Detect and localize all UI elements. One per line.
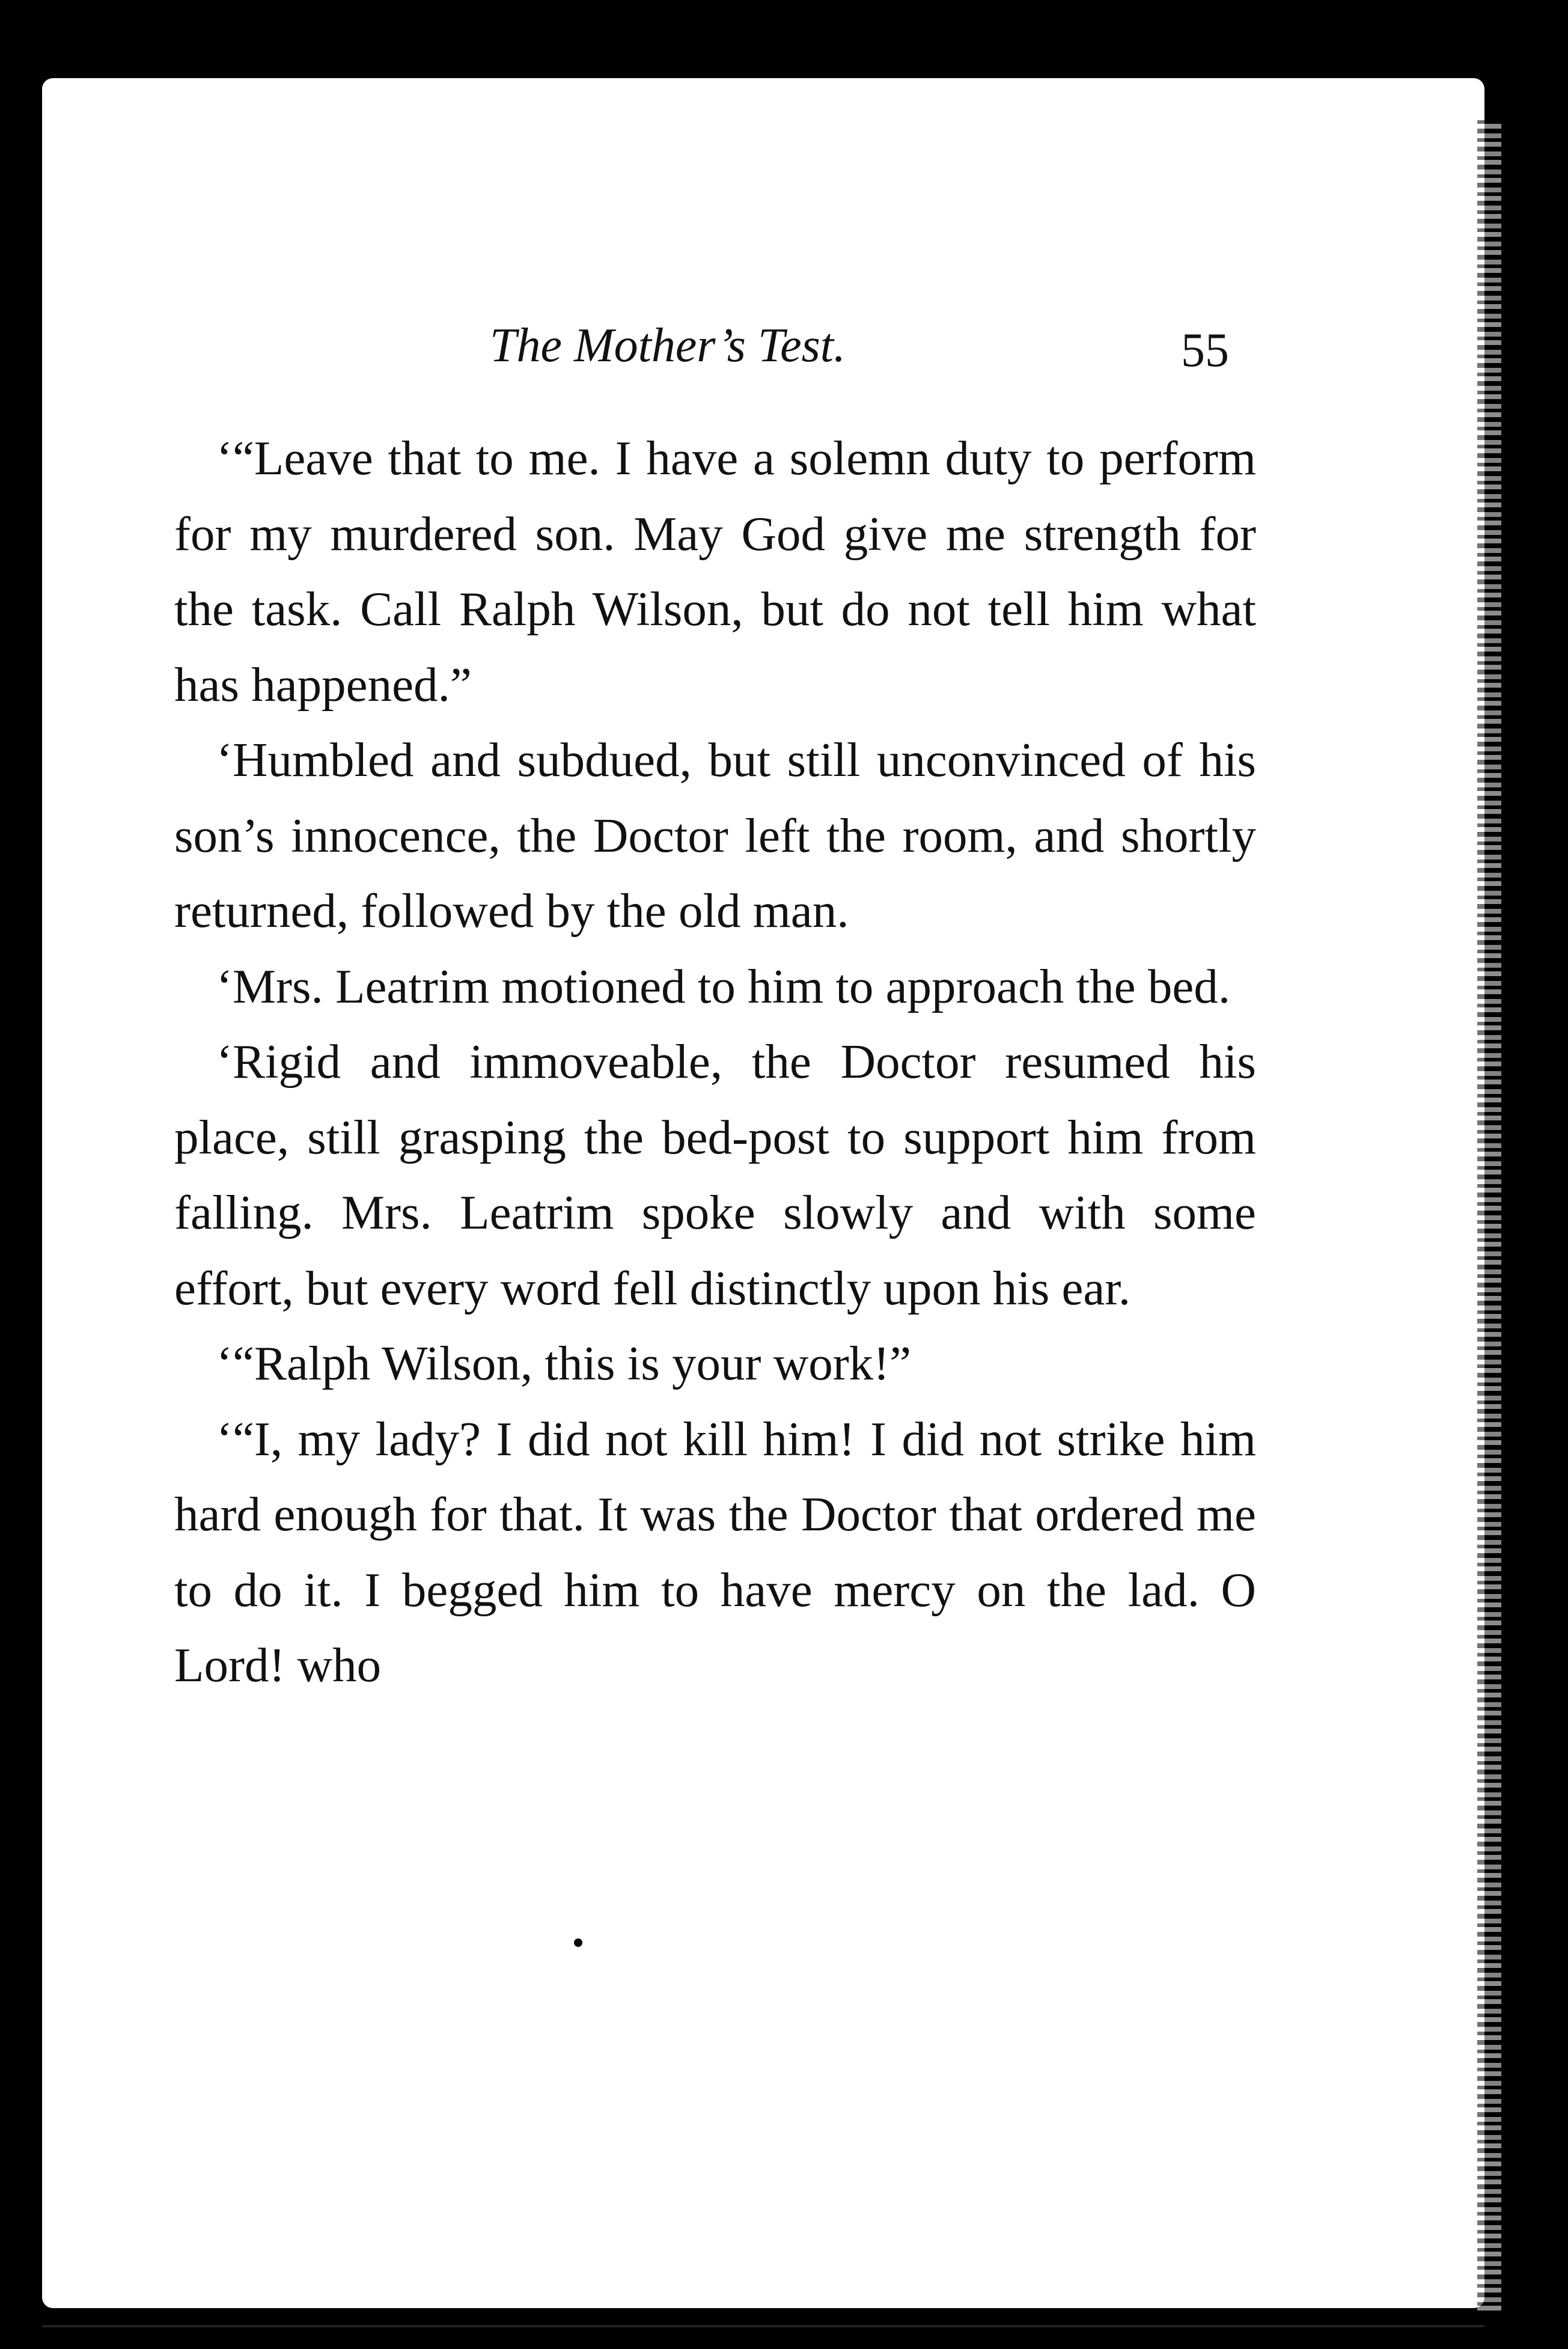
paragraph: ‘Rigid and immoveable, the Doctor resumed his place, still grasping the bed-post to support him from falling. Mrs. Leatrim spoke slowly and with some effort, but every word fell distinctly upon his ear. (174, 1034, 1256, 1315)
page-number: 55 (1181, 324, 1229, 377)
ink-speck (1274, 2314, 1284, 2324)
page-edge-noise (1477, 120, 1501, 2314)
paragraph: ‘Mrs. Leatrim motioned to him to approach the bed. (216, 959, 1231, 1013)
paragraph: ‘“I, my lady? I did not kill him! I did not strike him hard enough for that. It was the Doctor that ordered me to do it. I begged him to have mercy on the lad. O Lord! who (174, 1411, 1256, 1692)
page-bottom-edge (42, 2325, 1484, 2327)
page-header (0, 319, 1568, 391)
ink-speck (574, 1938, 582, 1947)
paragraph: ‘“Leave that to me. I have a solemn duty to perform for my murdered son. May God give me strength for the task. Call Ralph Wilson, but do not tell him what has happened.” (174, 431, 1256, 712)
running-title: The Mother’s Test. (490, 319, 846, 372)
body-text (174, 421, 1256, 1703)
paragraph: ‘Humbled and subdued, but still unconvinced of his son’s innocence, the Doctor left the room, and shortly returned, followed by the old man. (174, 733, 1256, 938)
paragraph: ‘“Ralph Wilson, this is your work!” (216, 1336, 912, 1390)
